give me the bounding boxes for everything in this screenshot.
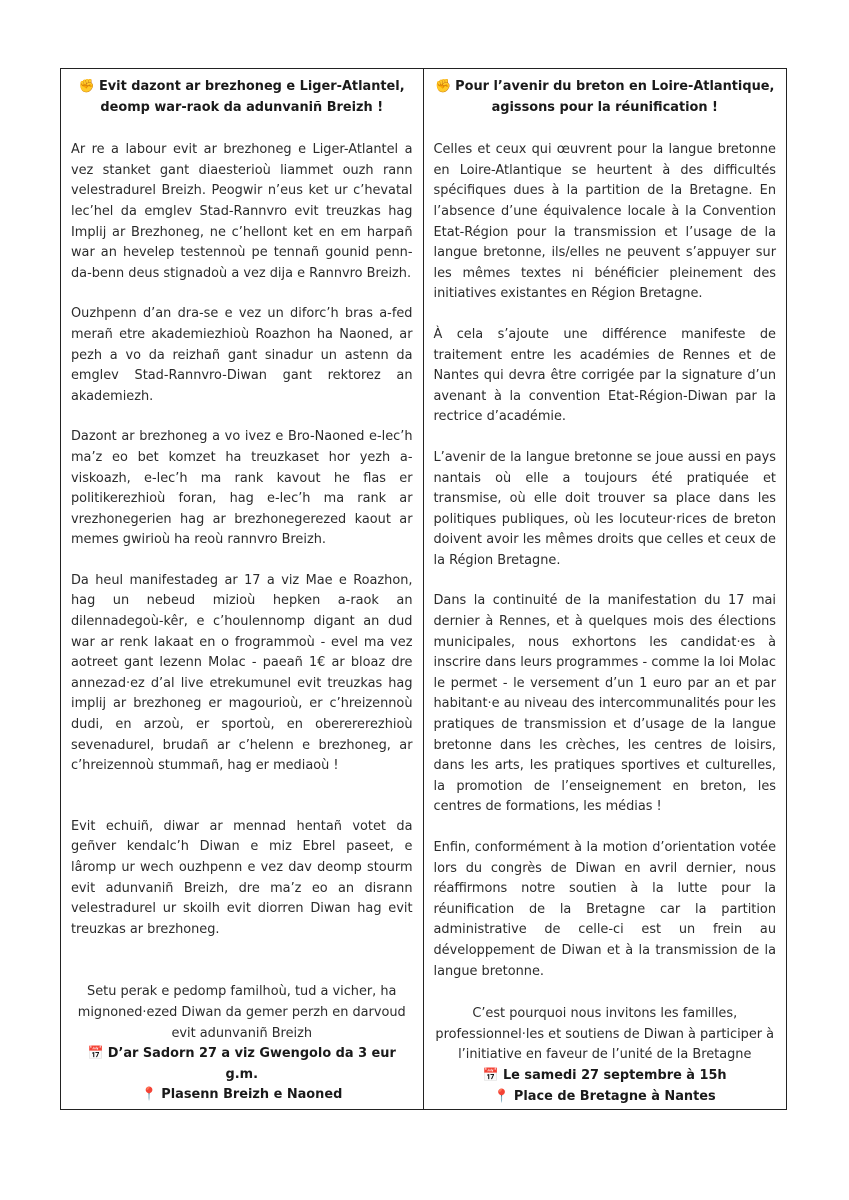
calendar-icon: 📅 [87, 1046, 104, 1062]
french-paragraph-5: Enfin, conformément à la motion d’orientation votée lors du congrès de Diwan en avril dernier, nous réaffirmons notre soutien à la lutte pour la réunification de la Bretagne car la partition administrative de celle-ci est un frein au développement de Diwan et à la transmission de la langue bretonne. [433, 840, 776, 979]
french-closing [434, 1004, 777, 1107]
breton-event-place [71, 1085, 413, 1106]
raised-fist-icon: ✊ [435, 79, 452, 94]
breton-closing [71, 982, 413, 1106]
french-place-text: Place de Bretagne à Nantes [513, 1088, 716, 1104]
breton-closing-line1: Setu perak e pedomp familhoù, tud a vicher, ha [87, 984, 397, 1000]
breton-title-line2: deomp war-raok da adunvaniñ Breizh ! [100, 99, 384, 115]
french-event-date [434, 1066, 777, 1087]
breton-paragraph-1: Ar re a labour evit ar brezhoneg e Liger-Atlantel a vez stanket gant diaesterioù liammet ouzh rann velestradurel Breizh. Peogwir n’eus ket ur c’hevatal lec’hel da emglev Stad-Rannvro evit treuzkas hag Implij ar Brezhoneg, ne c’hellont ket en em harpañ war an hevelep testennoù pe tennañ gounid penn-da-benn deus stignadoù a vez dija e Rannvro Breizh. [71, 142, 413, 281]
breton-closing-line2: mignoned·ezed Diwan da gemer perzh en darvoud [77, 1004, 406, 1020]
french-paragraph-2: À cela s’ajoute une différence manifeste de traitement entre les académies de Rennes et de Nantes qui devra être corrigée par la signature d’un avenant à la convention Etat-Région-Diwan par la rectrice d’académie. [433, 326, 776, 425]
breton-column [61, 69, 424, 1109]
breton-event-date [71, 1044, 413, 1085]
french-date-text: Le samedi 27 septembre à 15h [502, 1067, 727, 1083]
french-title-line2: agissons pour la réunification ! [491, 99, 718, 115]
breton-title [71, 77, 413, 118]
french-paragraph-1: Celles et ceux qui œuvrent pour la langue bretonne en Loire-Atlantique se heurtent à des difficultés spécifiques dues à la partition de la Bretagne. En l’absence d’une équivalence locale à la Convention Etat-Région pour la transmission et l’usage de la langue bretonne, ils/elles ne peuvent s’appuyer sur les mêmes textes ni bénéficier pleinement des initiatives existantes en Région Bretagne. [433, 142, 776, 302]
raised-fist-icon: ✊ [78, 79, 95, 94]
breton-paragraph-4: Da heul manifestadeg ar 17 a viz Mae e Roazhon, hag un nebeud miziоù hepken a-raok an dilennadegoù-kêr, e c’houlennomp digant an dud war ar renk lakaat en o frogrammoù - evel ma vez aotreet gant lezenn Molac - paeañ 1€ ar bloaz dre annezad·ez d’al live etrekumunel evit treuzkas hag implij ar brezhoneg er magouriоù, er c’hreizennoù dudi, en arzoù, er sportoù, en oberererezhioù sevenadurel, brudañ ar c’helenn e brezhoneg, ar c’hreizennoù stummañ, hag er mediaoù ! [71, 572, 413, 774]
french-paragraph-4: Dans la continuité de la manifestation du 17 mai dernier à Rennes, et à quelques mois des élections municipales, nous exhortons les candidat·es à inscrire dans leurs programmes - comme la loi Molac le permet - le versement d’un 1 euro par an et par habitant·e au niveau des intercommunalités pour les pratiques de transmission et d’usage de la langue bretonne dans les crèches, les centres de loisirs, dans les arts, les pratiques sportives et culturelles, la promotion de l’enseignement en breton, les centres de formations, les médias ! [433, 593, 776, 815]
location-pin-icon: 📍 [141, 1087, 158, 1103]
french-closing-line2: professionnel·les et soutiens de Diwan à participer à [435, 1026, 775, 1042]
french-title-line1: Pour l’avenir du breton en Loire-Atlantique, [455, 79, 775, 94]
breton-date-text: D’ar Sadorn 27 a viz Gwengolo da 3 eur g.m. [107, 1046, 396, 1082]
breton-paragraph-3: Dazont ar brezhoneg a vo ivez e Bro-Naoned e-lec’h ma’z eo bet komzet ha treuzkaset hor yezh a-viskoazh, e-lec’h ma rank kavout he flas er politikerezhioù foran, hag e-lec’h ma rank ar vrezhonegerien hag ar brezhonegerezed kaout ar memes gwirioù ha reoù rannvro Breizh. [71, 429, 413, 548]
french-title [434, 77, 777, 118]
breton-paragraph-5: Evit echuiñ, diwar ar mennad hentañ votet da geñver kendalc’h Diwan e miz Ebrel paseet, e lâromp ur wech ouzhpenn e vez dav deomp stourm evit adunvaniñ Breizh, dre ma’z eo an disrann velestradurel ur skoilh evit diorren Diwan hag evit treuzkas ar brezhoneg. [71, 818, 413, 937]
location-pin-icon: 📍 [493, 1088, 510, 1104]
french-event-place [434, 1087, 777, 1108]
french-closing-line3: l’initiative en faveur de l’unité de la Bretagne [458, 1047, 752, 1063]
breton-title-line1: Evit dazont ar brezhoneg e Liger-Atlantel, [98, 79, 405, 94]
bilingual-table [60, 68, 787, 1110]
calendar-icon: 📅 [482, 1067, 499, 1083]
french-closing-line1: C’est pourquoi nous invitons les familles, [472, 1006, 738, 1022]
breton-paragraph-2: Ouzhpenn d’an dra-se e vez un diforc’h bras a-fed merañ etre akademiezhioù Roazhon ha Naoned, ar pezh a vo da reizhañ gant sinadur un astenn da emglev Stad-Rannvro-Diwan gant rektorez an akademiezh. [71, 306, 413, 404]
french-paragraph-3: L’avenir de la langue bretonne se joue aussi en pays nantais où elle a toujours été pratiquée et transmise, où elle doit trouver sa place dans les politiques publiques, où les locuteur·rices de breton doivent avoir les mêmes droits que celles et ceux de la Région Bretagne. [433, 449, 776, 568]
french-column [424, 69, 787, 1109]
breton-closing-line3: evit adunvaniñ Breizh [171, 1025, 313, 1041]
breton-place-text: Plasenn Breizh e Naoned [161, 1087, 343, 1103]
